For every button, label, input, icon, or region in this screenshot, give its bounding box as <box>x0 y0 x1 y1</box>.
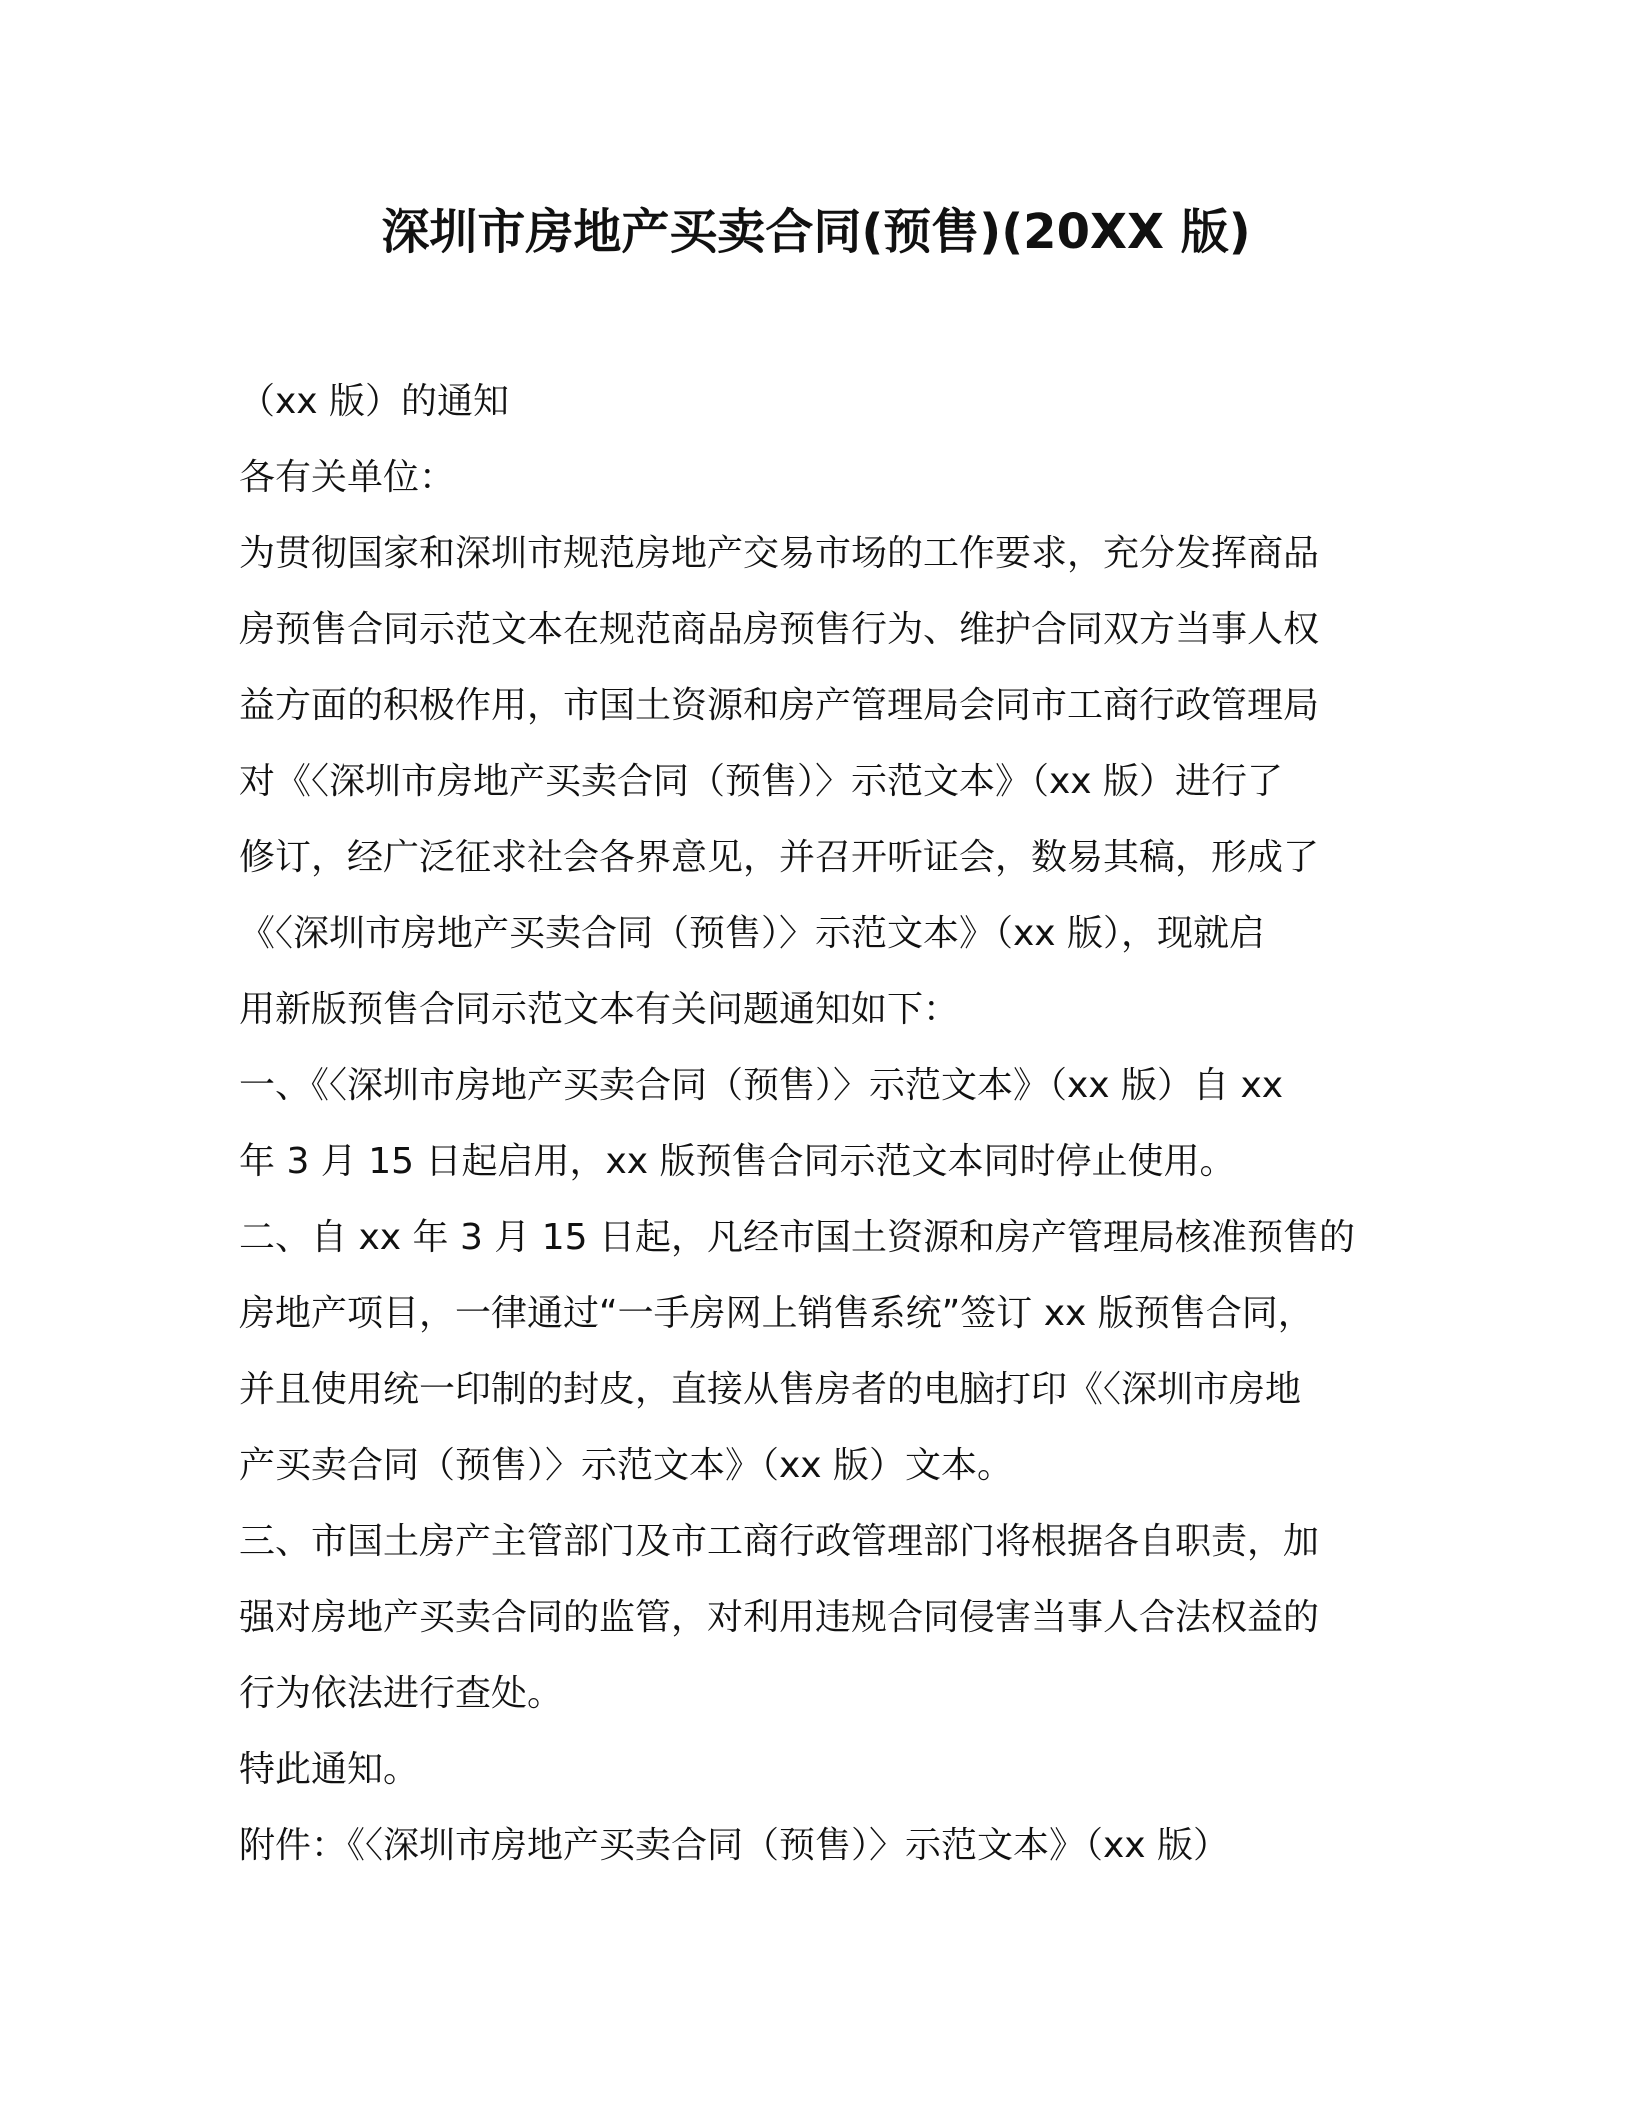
item-one-line: 年 3 月 15 日起启用，xx 版预售合同示范文本同时停止使用。 <box>239 1141 1236 1182</box>
item-two-line: 并且使用统一印制的封皮，直接从售房者的电脑打印《〈深圳市房地 <box>239 1369 1302 1410</box>
body-line: 《〈深圳市房地产买卖合同（预售）〉示范文本》（xx 版），现就启 <box>239 913 1266 954</box>
body-line: 益方面的积极作用，市国土资源和房产管理局会同市工商行政管理局 <box>239 685 1320 726</box>
item-two-line: 产买卖合同（预售）〉示范文本》（xx 版）文本。 <box>239 1445 1014 1486</box>
body-line: 修订，经广泛征求社会各界意见，并召开听证会，数易其稿，形成了 <box>239 837 1320 878</box>
item-one-line: 一、《〈深圳市房地产买卖合同（预售）〉示范文本》（xx 版）自 xx <box>239 1065 1284 1106</box>
document-body <box>239 364 1389 1884</box>
item-three-line: 行为依法进行查处。 <box>239 1673 564 1714</box>
body-line: 用新版预售合同示范文本有关问题通知如下： <box>239 989 960 1030</box>
document-title: 深圳市房地产买卖合同(预售)(20XX 版) <box>381 204 1251 260</box>
item-two-line: 房地产项目，一律通过“一手房网上销售系统”签订 xx 版预售合同， <box>239 1293 1314 1334</box>
body-line: 对《〈深圳市房地产买卖合同（预售）〉示范文本》（xx 版）进行了 <box>239 761 1284 802</box>
item-three-line: 三、市国土房产主管部门及市工商行政管理部门将根据各自职责，加 <box>239 1521 1320 1562</box>
body-line: 房预售合同示范文本在规范商品房预售行为、维护合同双方当事人权 <box>239 609 1320 650</box>
item-two-line: 二、自 xx 年 3 月 15 日起，凡经市国土资源和房产管理局核准预售的 <box>239 1217 1355 1258</box>
body-line: 为贯彻国家和深圳市规范房地产交易市场的工作要求，充分发挥商品 <box>239 533 1320 574</box>
closing-line: 特此通知。 <box>239 1749 420 1790</box>
attachment-line: 附件：《〈深圳市房地产买卖合同（预售）〉示范文本》（xx 版） <box>239 1825 1230 1866</box>
item-three-line: 强对房地产买卖合同的监管，对利用违规合同侵害当事人合法权益的 <box>239 1597 1320 1638</box>
salutation-line: 各有关单位： <box>239 457 456 498</box>
notice-heading-line: （xx 版）的通知 <box>239 381 510 422</box>
